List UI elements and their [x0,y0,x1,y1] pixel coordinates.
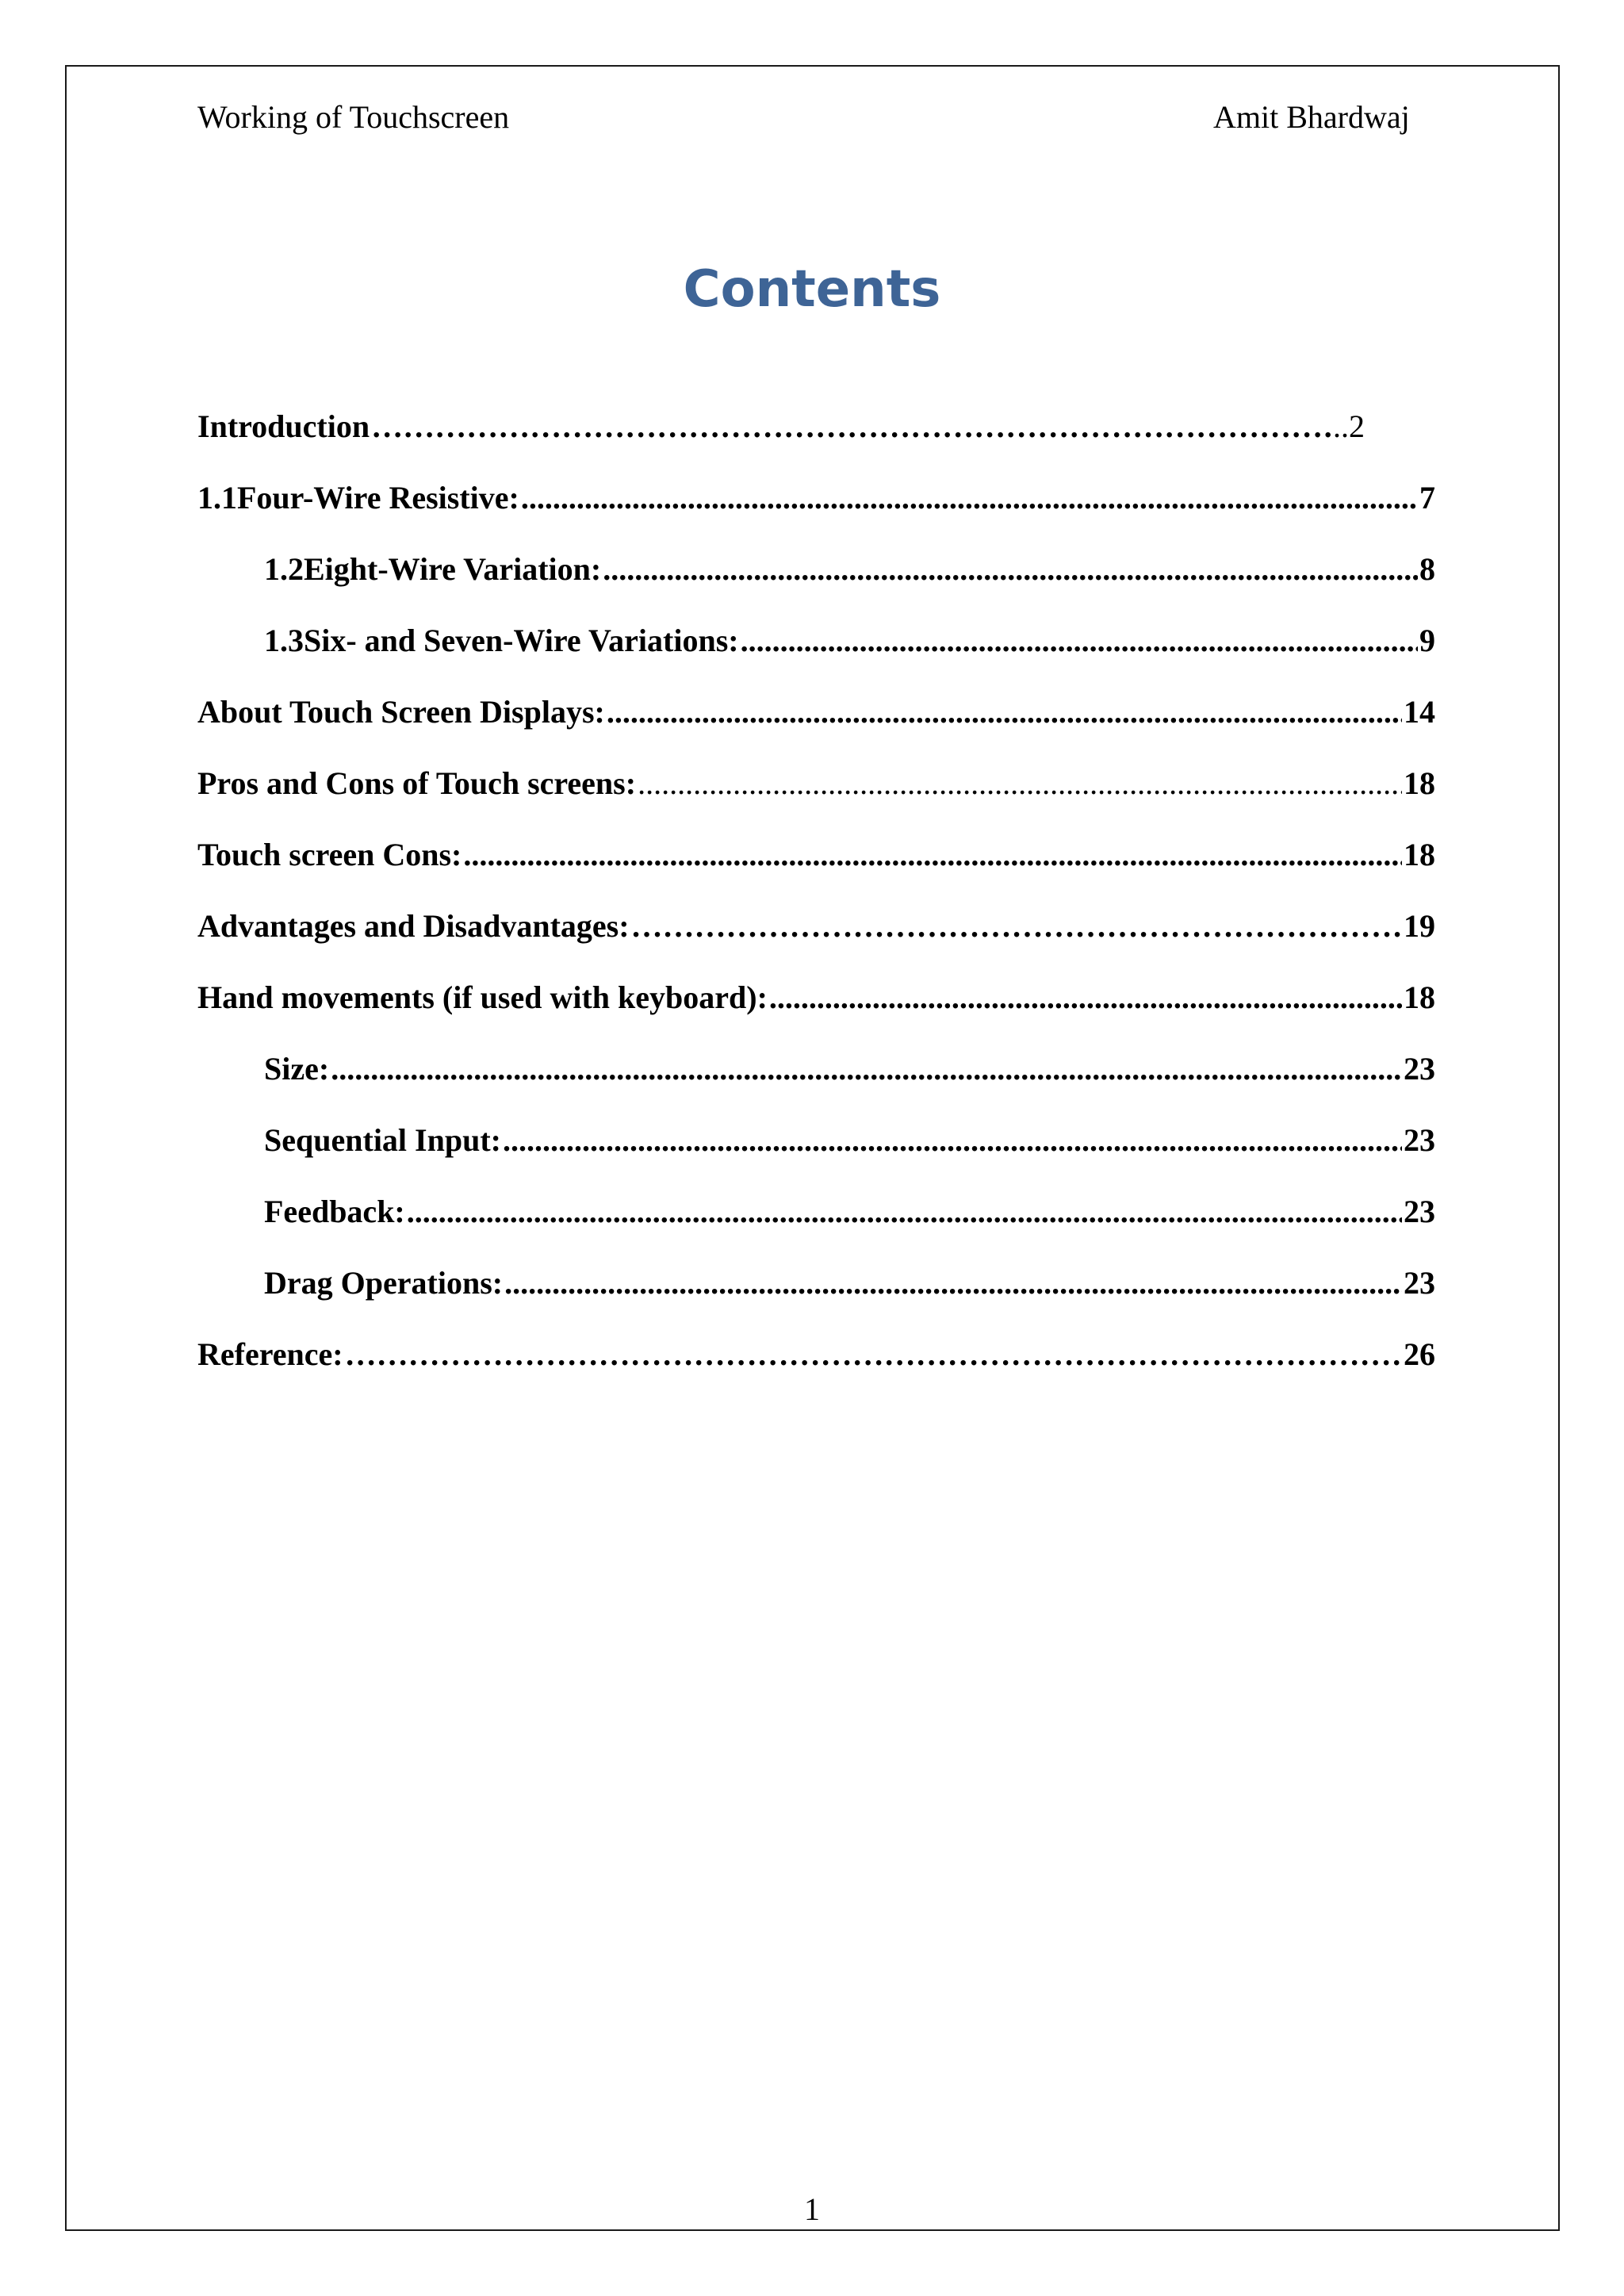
toc-entry-page: 18 [1404,765,1435,801]
toc-entry-pros-and-cons[interactable] [197,763,1435,804]
toc-entry-label: Drag Operations: [264,1265,504,1301]
toc-entry-feedback[interactable] [264,1191,1435,1232]
toc-entry-label: Six- and Seven-Wire Variations: [304,623,739,658]
toc-leader [345,1334,1402,1375]
toc-entry-label: Pros and Cons of Touch screens: [197,765,637,801]
toc-entry-reference[interactable] [197,1334,1435,1375]
toc-leader [331,1048,1402,1090]
toc-entry-label: Introduction [197,408,370,444]
toc-leader [638,763,1402,804]
page-number: 1 [804,2191,820,2227]
toc-entry-page: 7 [1419,480,1435,516]
toc-entry-page: 23 [1404,1265,1435,1301]
toc-entry-drag-operations[interactable] [264,1263,1435,1304]
toc-leader [741,620,1418,661]
toc-entry-sequential-input[interactable] [264,1120,1435,1161]
toc-leader [631,906,1402,947]
toc-entry-hand-movements[interactable] [197,977,1435,1018]
toc-entry-label: Feedback: [264,1194,405,1229]
toc-entry-page: 23 [1404,1122,1435,1158]
toc-entry-touch-screen-cons[interactable] [197,834,1435,876]
toc-leader [503,1120,1402,1161]
toc-entry-page: 23 [1404,1051,1435,1087]
toc-entry-number: 1.2 [264,551,304,587]
toc-entry-page: 26 [1404,1336,1435,1372]
toc-entry-number: 1.1 [197,480,237,516]
toc-entry-introduction[interactable] [197,406,1365,447]
toc-leader [407,1191,1402,1232]
toc-entry-about-touch-screen-displays[interactable] [197,692,1435,733]
toc-entry-size[interactable] [264,1048,1435,1090]
toc-entry-number: 1.3 [264,623,304,658]
toc-entry-page: 19 [1404,908,1435,944]
toc-leader [371,406,1331,447]
toc-entry-page: 18 [1404,837,1435,872]
toc-entry-page: 8 [1419,551,1435,587]
toc-entry-page: 23 [1404,1194,1435,1229]
toc-leader [521,477,1418,519]
toc-entry-label: Advantages and Disadvantages: [197,908,630,944]
toc-leader [607,692,1402,733]
contents-heading: Contents [683,260,941,319]
toc-entry-page: 9 [1419,623,1435,658]
toc-entry-label: Touch screen Cons: [197,837,462,872]
toc-entry-label: Hand movements (if used with keyboard): [197,979,768,1015]
toc-entry-advantages-disadvantages[interactable] [197,906,1435,947]
toc-entry-page: ..2 [1333,408,1365,444]
toc-entry-eight-wire-variation[interactable] [264,549,1435,590]
toc-entry-label: Eight-Wire Variation: [304,551,602,587]
header-author: Amit Bhardwaj [1213,99,1410,135]
toc-entry-page: 18 [1404,979,1435,1015]
toc-leader [603,549,1418,590]
toc-leader [463,834,1402,876]
toc-entry-label: Size: [264,1051,330,1087]
header-document-title: Working of Touchscreen [197,99,510,135]
toc-entry-label: Four-Wire Resistive: [237,480,519,516]
toc-leader [769,977,1402,1018]
toc-entry-label: About Touch Screen Displays: [197,694,605,730]
toc-entry-label: Reference: [197,1336,343,1372]
toc-entry-page: 14 [1404,694,1435,730]
toc-entry-four-wire-resistive[interactable] [197,477,1435,519]
toc-entry-six-seven-wire-variations[interactable] [264,620,1435,661]
toc-entry-label: Sequential Input: [264,1122,501,1158]
toc-leader [504,1263,1402,1304]
